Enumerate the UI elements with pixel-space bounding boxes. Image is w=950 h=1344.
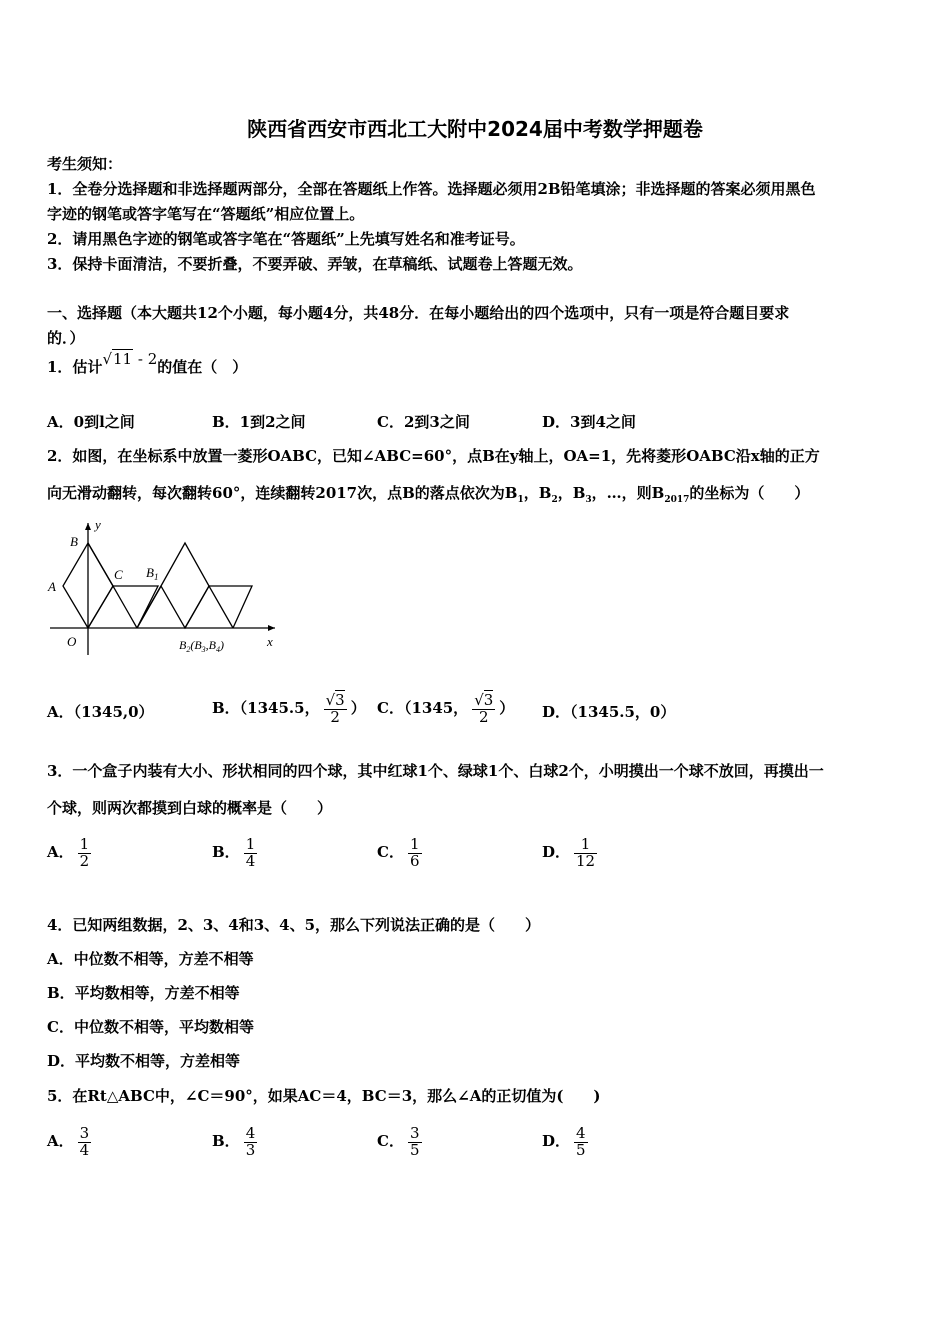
q1-option-a[interactable]: A．0到l之间 — [47, 413, 135, 431]
q3-option-c[interactable]: C． $\frac{1}{6}$ — [377, 834, 420, 870]
question-5-stem: 5．在Rt△ABC中，∠C＝90°，如果AC＝4，BC＝3，那么∠A的正切值为( ) — [47, 1087, 601, 1105]
label-b: B — [70, 534, 78, 549]
question-3-line-2: 个球，则两次都摸到白球的概率是（ ） — [47, 799, 333, 817]
q4-option-c[interactable]: C．中位数不相等，平均数相等 — [47, 1018, 254, 1036]
q5-option-c[interactable]: C． $\frac{3}{5}$ — [377, 1123, 420, 1159]
label-b2-b3-b4: $B_2(B_3,B_4)$ — [179, 638, 225, 654]
q2-option-a[interactable]: A．（1345,0） — [47, 703, 154, 721]
q5-option-a[interactable]: A． $\frac{3}{4}$ — [47, 1123, 90, 1159]
radicand: 11 — [113, 350, 133, 368]
label-x: x — [267, 634, 273, 649]
notice-line-2: 2．请用黑色字迹的钢笔或答字笔在“答题纸”上先填写姓名和准考证号。 — [47, 230, 525, 248]
question-1-suffix: 的值在（ ） — [157, 358, 248, 376]
page-title: 陕西省西安市西北工大附中2024届中考数学押题卷 — [247, 117, 703, 141]
rhombus-roll-4 — [209, 586, 252, 628]
q4-option-a[interactable]: A．中位数不相等，方差不相等 — [47, 950, 254, 968]
label-o: O — [67, 634, 77, 649]
question-3-line-1: 3．一个盒子内装有大小、形状相同的四个球，其中红球1个、绿球1个、白球2个，小明摸出一个球不放回，再摸出一 — [47, 762, 824, 780]
notice-line-3: 3．保持卡面清洁，不要折叠，不要弄破、弄皱，在草稿纸、试题卷上答题无效。 — [47, 255, 583, 273]
q4-option-d[interactable]: D．平均数不相等，方差相等 — [47, 1052, 241, 1070]
q4-option-b[interactable]: B．平均数相等，方差不相等 — [47, 984, 240, 1002]
q5-option-b[interactable]: B． $\frac{4}{3}$ — [212, 1123, 256, 1159]
q3-option-d[interactable]: D． $\frac{1}{12}$ — [542, 834, 596, 870]
q2-option-d[interactable]: D．（1345.5，0） — [542, 703, 676, 721]
q5-option-d[interactable]: D． $\frac{4}{5}$ — [542, 1123, 586, 1159]
sqrt-expression: √11 - 2 — [102, 350, 158, 368]
question-2-line-2: 向无滑动翻转，每次翻转60°，连续翻转2017次，点B的落点依次为$B_1$，$B_2$，$B_3$，…，则$B_{2017}$的坐标为（ ） — [47, 484, 810, 505]
question-1-stem — [47, 350, 248, 377]
section-heading-line-1: 一、选择题（本大题共12个小题，每小题4分，共48分．在每小题给出的四个选项中，只有一项是符合题目要求 — [47, 304, 790, 322]
notice-heading: 考生须知： — [47, 155, 123, 173]
rhombus-figure — [40, 515, 290, 660]
q2-option-c[interactable]: C．（1345， $\frac{√3}{2}$ ） — [377, 690, 515, 726]
y-axis-arrow — [85, 523, 91, 530]
label-y: y — [95, 517, 101, 532]
label-c: C — [114, 567, 123, 582]
question-2-line-1: 2．如图，在坐标系中放置一菱形OABC，已知∠ABC=60°，点B在y轴上，OA=1，先将菱形OABC沿x轴的正方 — [47, 447, 820, 465]
label-b1: $B_1$ — [146, 565, 159, 582]
label-a: A — [48, 579, 56, 594]
q3-option-a[interactable]: A． $\frac{1}{2}$ — [47, 834, 90, 870]
rhombus-roll-1 — [88, 586, 137, 628]
q2-option-b[interactable]: B．（1345.5， $\frac{√3}{2}$ ） — [212, 690, 366, 726]
minus-two: - 2 — [133, 350, 158, 368]
notice-line-1: 1．全卷分选择题和非选择题两部分，全部在答题纸上作答。选择题必须用2B铅笔填涂；非选择题的答案必须用黑色 — [47, 180, 816, 198]
rhombus-roll-2 — [113, 586, 161, 628]
question-1-prefix: 1．估计 — [47, 358, 103, 376]
q1-option-c[interactable]: C．2到3之间 — [377, 413, 470, 431]
question-4-stem: 4．已知两组数据，2、3、4和3、4、5，那么下列说法正确的是（ ） — [47, 916, 541, 934]
q1-option-b[interactable]: B．1到2之间 — [212, 413, 306, 431]
q1-option-d[interactable]: D．3到4之间 — [542, 413, 636, 431]
x-axis-arrow — [268, 625, 275, 631]
section-heading-line-2: 的．） — [47, 329, 85, 347]
q3-option-b[interactable]: B． $\frac{1}{4}$ — [212, 834, 256, 870]
notice-line-1b: 字迹的钢笔或答字笔写在“答题纸”相应位置上。 — [47, 205, 365, 223]
